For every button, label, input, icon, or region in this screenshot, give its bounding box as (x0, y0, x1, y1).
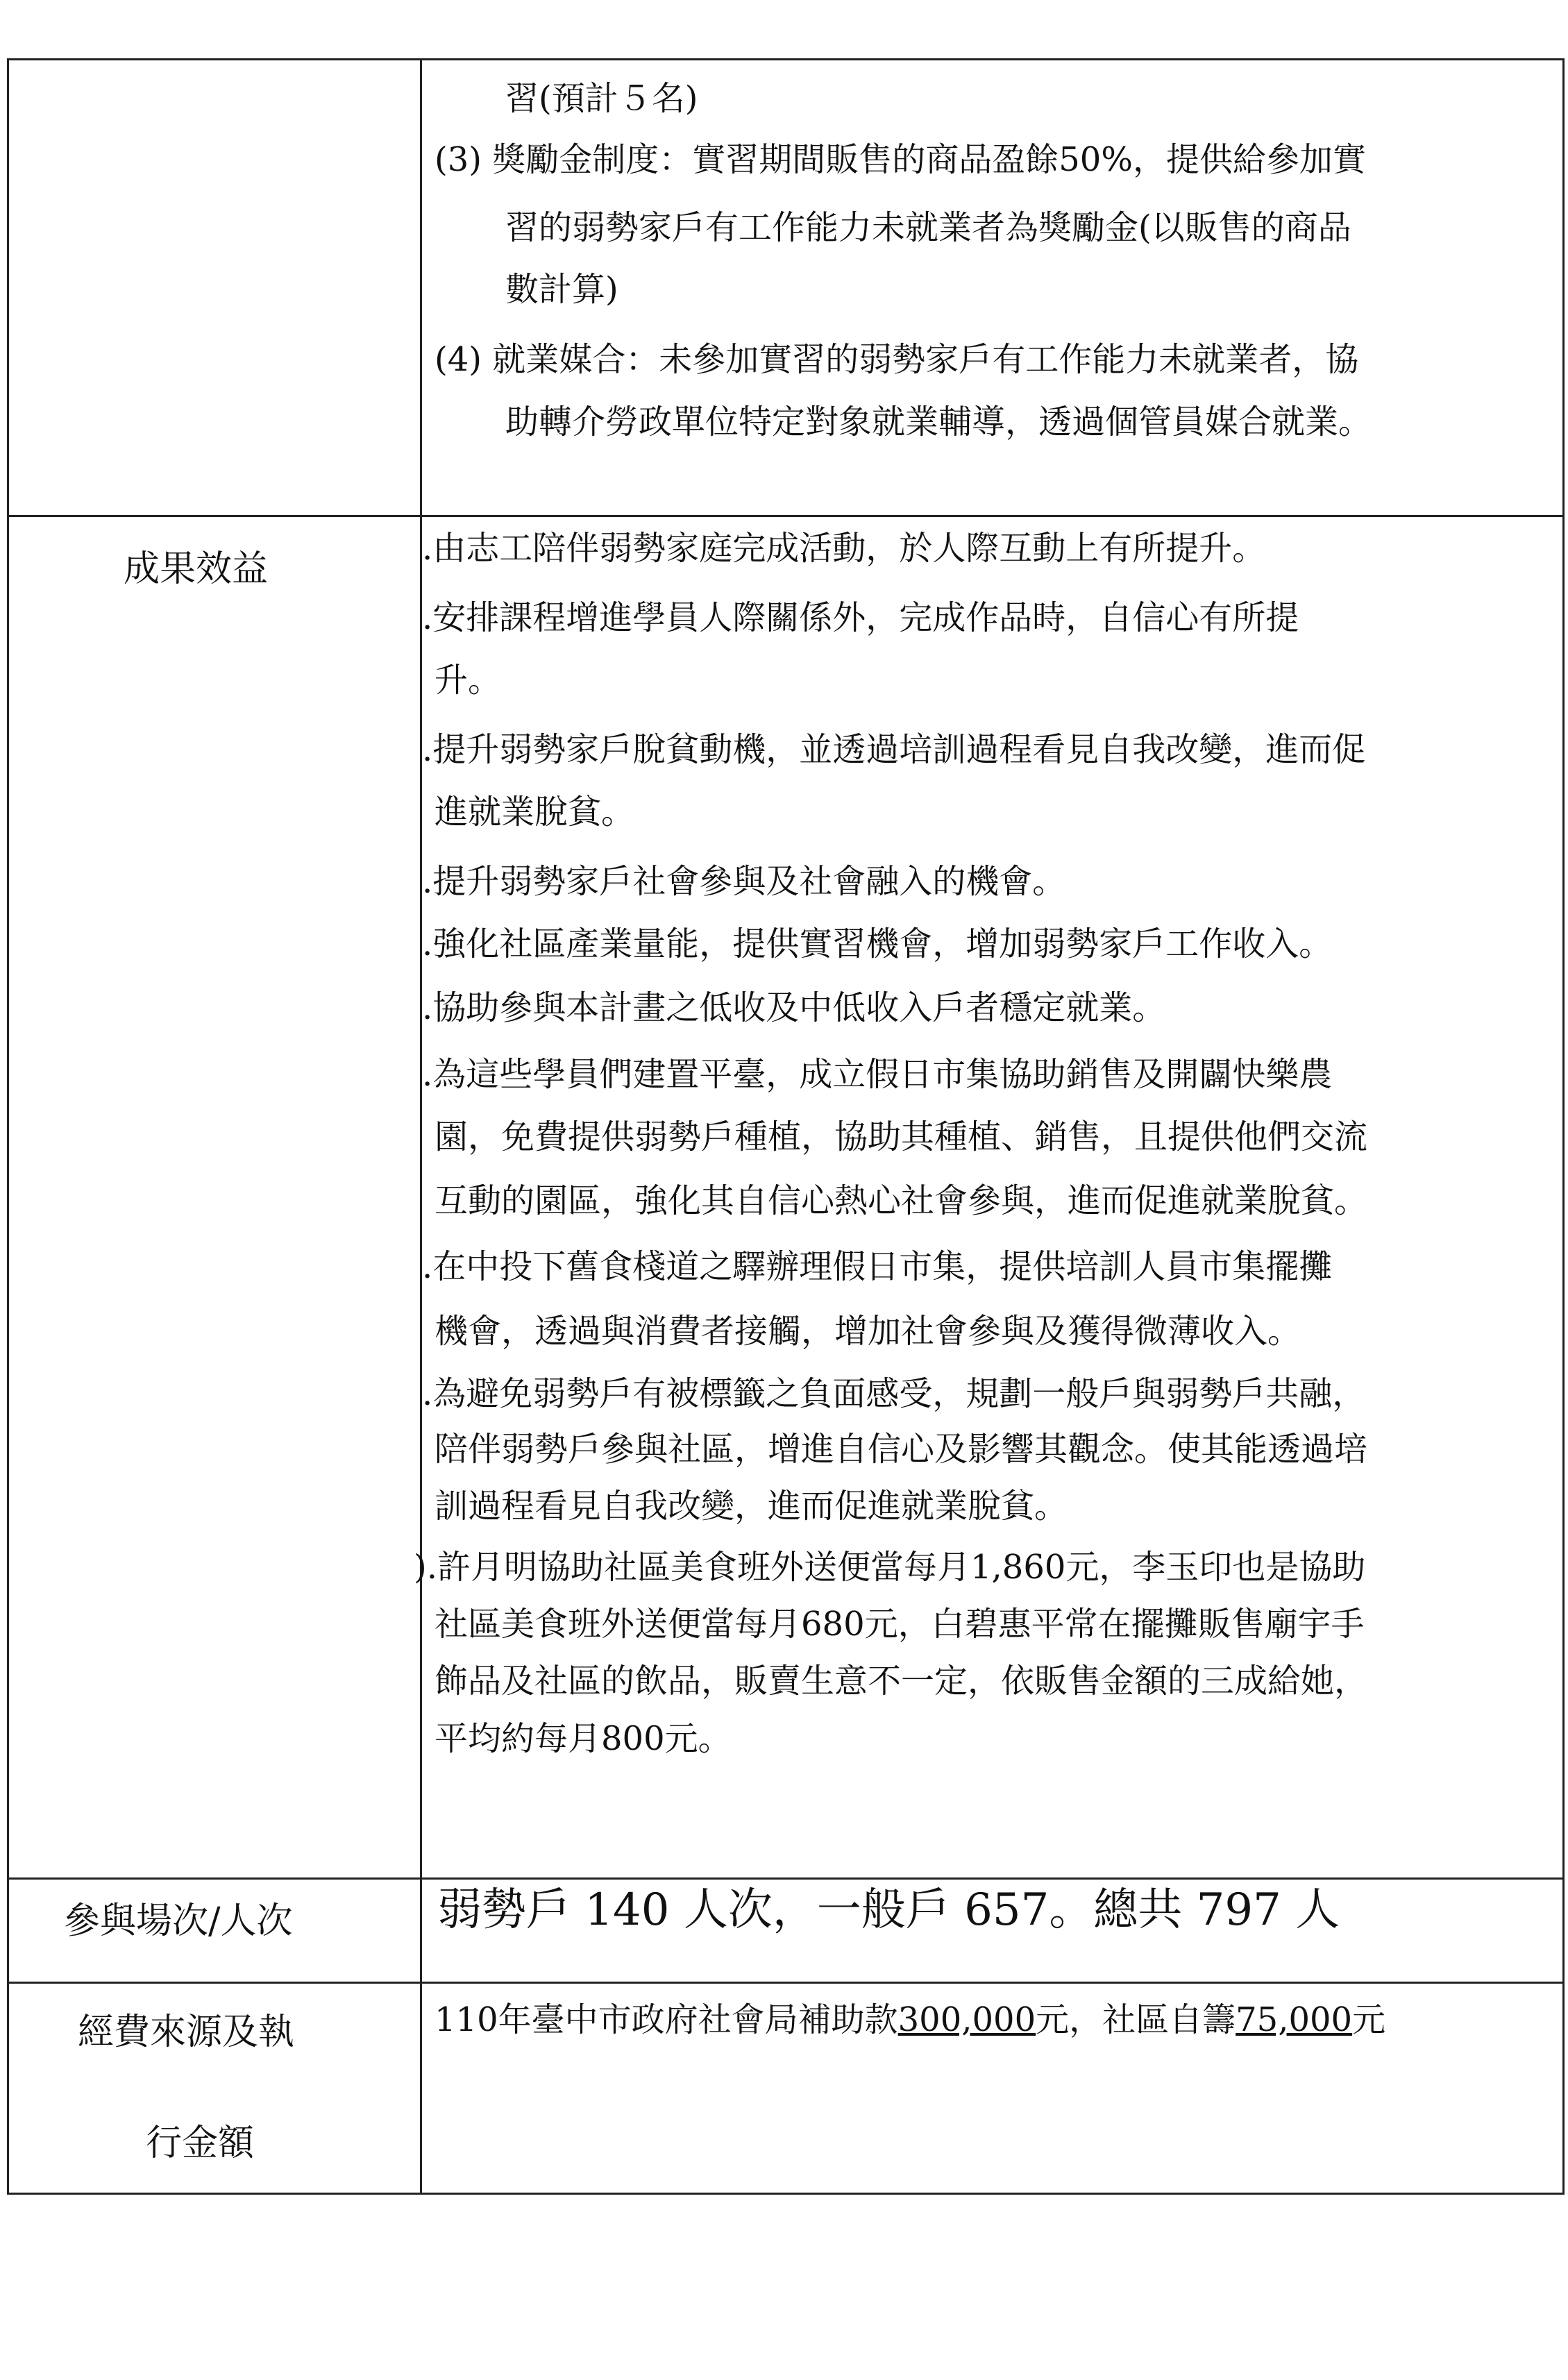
text-line: 訓過程看見自我改變，進而促進就業脫貧。 (435, 1487, 1068, 1526)
self-funded-amount: 75,000 (1236, 2000, 1353, 2039)
funding-mid: 元，社區自籌 (1036, 2000, 1236, 2039)
text-line: .提升弱勢家戶社會參與及社會融入的機會。 (422, 862, 1066, 901)
text-line: 進就業脫貧。 (435, 793, 635, 832)
text-line: 升。 (435, 661, 502, 700)
funding-prefix: 110年臺中市政府社會局補助款 (435, 2000, 898, 2039)
text-line: 習的弱勢家戶有工作能力未就業者為獎勵金(以販售的商品 (505, 208, 1351, 247)
text-line: 社區美食班外送便當每月680元，白碧惠平常在擺攤販售廟宇手 (435, 1605, 1365, 1644)
subsidy-amount: 300,000 (897, 2000, 1036, 2039)
text-line: .協助參與本計畫之低收及中低收入戶者穩定就業。 (422, 988, 1166, 1027)
row-label-funding-line2: 行金額 (146, 2122, 255, 2164)
row-label-funding-line1: 經費來源及執 (78, 2011, 295, 2053)
text-line: .在中投下舊食棧道之驛辦理假日市集，提供培訓人員市集擺攤 (422, 1247, 1333, 1286)
text-line: (4) 就業媒合：未參加實習的弱勢家戶有工作能力未就業者，協 (435, 340, 1359, 379)
participation-value: 弱勢戶 140 人次，一般戶 657。總共 797 人 (437, 1884, 1340, 1936)
column-divider (420, 60, 422, 2193)
text-line: .提升弱勢家戶脫貧動機，並透過培訓過程看見自我改變，進而促 (422, 730, 1366, 769)
text-line: .強化社區產業量能，提供實習機會，增加弱勢家戶工作收入。 (422, 925, 1333, 963)
text-line: 習(預計５名) (505, 79, 698, 118)
text-line: .為這些學員們建置平臺，成立假日市集協助銷售及開闢快樂農 (422, 1055, 1333, 1094)
text-line: .由志工陪伴弱勢家庭完成活動，於人際互動上有所提升。 (422, 529, 1266, 568)
text-line: 陪伴弱勢戶參與社區，增進自信心及影響其觀念。使其能透過培 (435, 1430, 1368, 1469)
row-label-participation: 參與場次/人次 (64, 1900, 293, 1942)
text-line: .安排課程增進學員人際關係外，完成作品時，自信心有所提 (422, 598, 1299, 637)
row-divider (9, 1877, 1562, 1880)
text-line: 數計算) (505, 270, 618, 309)
text-line: ).許月明協助社區美食班外送便當每月1,860元，李玉印也是協助 (414, 1548, 1366, 1587)
funding-text (435, 1999, 1385, 2041)
row-divider (9, 515, 1562, 517)
text-line: 助轉介勞政單位特定對象就業輔導，透過個管員媒合就業。 (505, 403, 1372, 441)
row-label-results: 成果效益 (124, 548, 269, 590)
text-line: 平均約每月800元。 (435, 1719, 732, 1758)
text-line: 機會，透過與消費者接觸，增加社會參與及獲得微薄收入。 (435, 1312, 1301, 1351)
text-line: .為避免弱勢戶有被標籤之負面感受，規劃一般戶與弱勢戶共融， (422, 1374, 1366, 1413)
funding-suffix: 元 (1352, 2000, 1386, 2039)
text-line: 飾品及社區的飲品，販賣生意不一定，依販售金額的三成給她， (435, 1662, 1368, 1700)
row-divider (9, 1982, 1562, 1984)
text-line: 園，免費提供弱勢戶種植，協助其種植、銷售，且提供他們交流 (435, 1117, 1368, 1156)
text-line: (3) 獎勵金制度：實習期間販售的商品盈餘50%，提供給參加實 (435, 140, 1366, 179)
text-line: 互動的園區，強化其自信心熱心社會參與，進而促進就業脫貧。 (435, 1181, 1368, 1220)
